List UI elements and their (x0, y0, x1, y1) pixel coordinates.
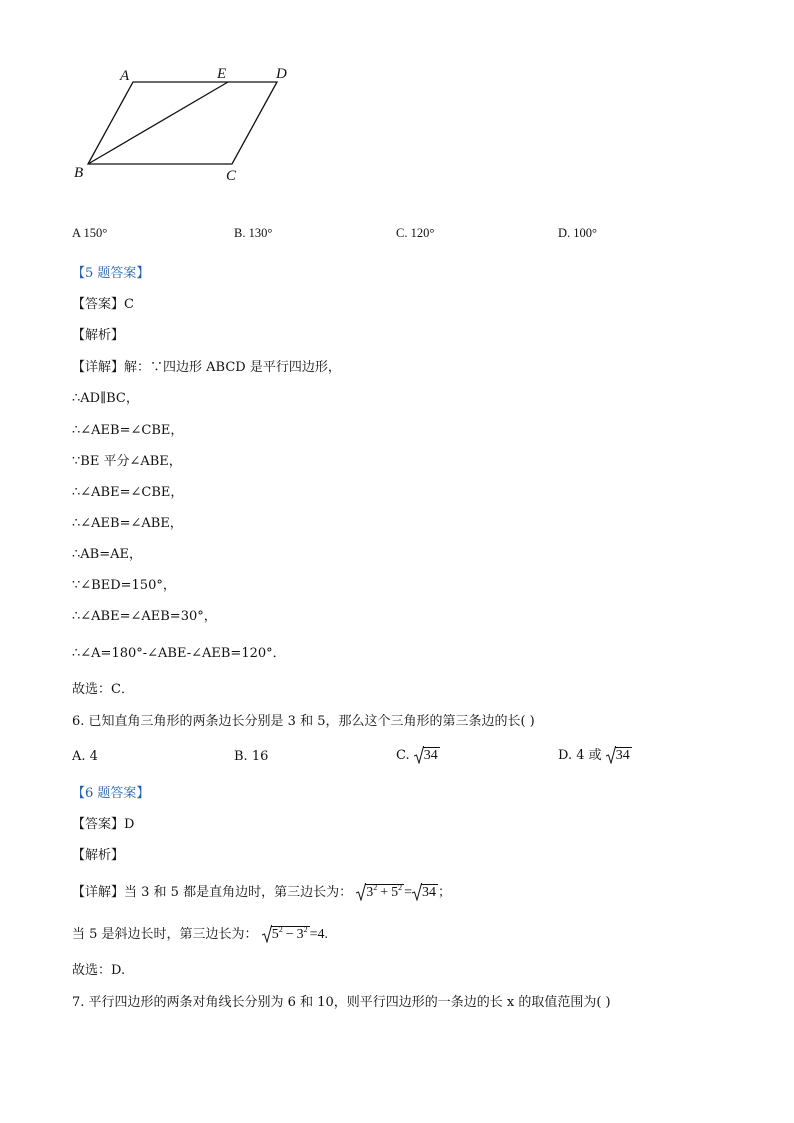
q6-conclusion: 故选：D. (72, 963, 126, 978)
q7-question: 7. 平行四边形的两条对角线长分别为 6 和 10，则平行四边形的一条边的长 x 的取值范围为( ) (72, 995, 611, 1010)
operator: − (285, 927, 294, 942)
radicand-term-a: 3 (366, 885, 374, 900)
q5-line-1: 【详解】解：∵四边形 ABCD 是平行四边形， (72, 360, 341, 375)
exponent: 2 (303, 925, 308, 934)
equals-sign: = (404, 885, 413, 900)
q5-conclusion: 故选：C． (72, 682, 134, 697)
parallelogram-abcd (88, 82, 277, 164)
q6-option-d-sqrt (606, 747, 632, 764)
vertex-label-a: A (120, 68, 130, 84)
exponent: 2 (398, 883, 403, 892)
q5-line-8: ∵∠BED=150°， (72, 578, 176, 593)
q6-detail-line-2 (72, 926, 328, 943)
q6-detail-1-sqrt-result (412, 884, 438, 901)
q5-option-c: C. 120° (396, 226, 435, 240)
q6-heading: 【6 题答案】 (72, 786, 150, 801)
radical-sign-icon (606, 746, 616, 764)
operator: + (380, 885, 389, 900)
q5-line-10: ∴∠A=180°-∠ABE-∠AEB=120°． (72, 646, 286, 661)
q5-line-7: ∴AB=AE， (72, 547, 142, 562)
q5-line-2: ∴AD∥BC， (72, 391, 139, 406)
q5-option-b: B. 130° (234, 226, 273, 240)
q6-analysis-label: 【解析】 (72, 848, 125, 863)
radicand-term-a: 5 (271, 927, 279, 942)
q6-option-d-prefix: D. 4 或 (558, 748, 602, 763)
q5-line-6: ∴∠AEB=∠ABE， (72, 516, 183, 531)
radical-sign-icon (414, 746, 424, 764)
radical-sign-icon (412, 883, 422, 901)
q6-option-c-radicand: 34 (423, 748, 438, 763)
radical-sign-icon (262, 925, 272, 943)
q5-option-a: A 150° (72, 226, 108, 240)
q5-line-3: ∴∠AEB=∠CBE， (72, 423, 184, 438)
vertex-label-d: D (276, 66, 287, 82)
q6-detail-2-text: 当 5 是斜边长时，第三边长为： (72, 927, 258, 942)
q6-option-a: A. 4 (72, 749, 98, 764)
q6-detail-2-suffix: =4. (309, 927, 328, 942)
q6-detail-1-sqrt-sum (356, 884, 404, 901)
radicand-term-b: 3 (296, 927, 304, 942)
q5-option-d: D. 100° (558, 226, 598, 240)
q6-detail-2-radicand (271, 926, 310, 942)
q5-line-4: ∵BE 平分∠ABE， (72, 454, 182, 469)
q6-detail-1-radicand (365, 884, 404, 900)
vertex-label-b: B (74, 165, 84, 181)
q6-question: 6. 已知直角三角形的两条边长分别是 3 和 5，那么这个三角形的第三条边的长( ) (72, 714, 535, 729)
exponent: 2 (373, 883, 378, 892)
segment-be (88, 82, 228, 164)
q5-answer: 【答案】C (72, 297, 134, 312)
q5-line-5: ∴∠ABE=∠CBE， (72, 485, 184, 500)
q6-option-b: B. 16 (234, 749, 269, 764)
q6-option-c-sqrt (414, 747, 440, 764)
q6-option-c (396, 747, 440, 764)
q6-detail-1-text: 【详解】当 3 和 5 都是直角边时，第三边长为： (72, 885, 353, 900)
q5-analysis-label: 【解析】 (72, 328, 125, 343)
radical-sign-icon (356, 883, 366, 901)
q6-answer: 【答案】D (72, 817, 135, 832)
q6-detail-1-suffix: ； (438, 885, 452, 900)
q6-option-c-prefix: C. (396, 748, 410, 763)
radicand-term-b: 5 (391, 885, 399, 900)
q6-option-d (558, 747, 632, 764)
q6-option-d-radicand: 34 (615, 748, 630, 763)
exponent: 2 (278, 925, 283, 934)
q5-line-9: ∴∠ABE=∠AEB=30°， (72, 609, 217, 624)
vertex-label-c: C (226, 168, 237, 184)
vertex-label-e: E (217, 66, 227, 82)
q6-detail-line-1 (72, 884, 451, 901)
q5-heading: 【5 题答案】 (72, 266, 150, 281)
q6-detail-2-sqrt-diff (262, 926, 310, 943)
q6-detail-1-result-radicand: 34 (422, 885, 437, 900)
